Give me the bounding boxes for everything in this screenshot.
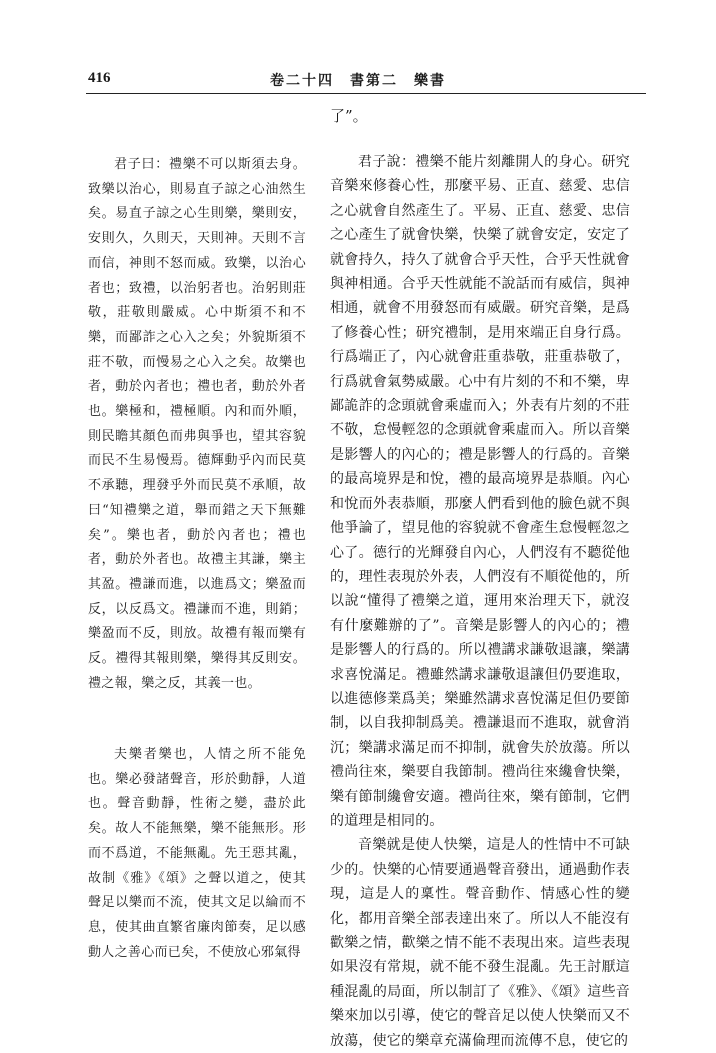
classical-paragraph: 君子曰：禮樂不可以斯須去身。致樂以治心，則易直子諒之心油然生矣。易直子諒之心生則樂，樂則安，安則久，久則天，天則神。天則不言而信，神則不怒而威。致樂，以治心者也；致禮，以治躬者也。治躬則莊敬，莊敬則嚴威。心中斯須不和不樂，而鄙詐之心入之矣；外貌斯須不莊不敬，而慢易之心入之矣。故樂也者，動於內者也；禮也者，動於外者也。樂極和，禮極順。內和而外順，則民瞻其顏色而弗與爭也，望其容貌而民不生易慢焉。德輝動乎內而民莫不承聽，理發乎外而民莫不承順，故曰“知禮樂之道，舉而錯之天下無難矣”。樂也者，動於內者也；禮也者，動於外者也。故禮主其謙，樂主其盈。禮謙而進，以進爲文；樂盈而反，以反爲文。禮謙而不進，則銷；樂盈而不反，則放。故禮有報而樂有反。禮得其報則樂，樂得其反則安。禮之報，樂之反，其義一也。 [88,157,306,691]
running-head: 卷二十四 書第二 樂書 [270,73,446,89]
classical-text-paragraph-2 [88,743,306,965]
translation-column [330,150,630,1053]
classical-paragraph: 夫樂者樂也，人情之所不能免也。樂必發諸聲音，形於動靜，人道也。聲音動靜，性術之變，盡於此矣。故人不能無樂，樂不能無形。形而不爲道，不能無亂。先王惡其亂，故制《雅》《頌》之聲以道之，使其聲足以樂而不流，使其文足以綸而不息，使其曲直繁省廉肉節奏，足以感動人之善心而已矣，不使放心邪氣得 [88,747,306,960]
classical-text-paragraph-1 [88,153,306,696]
page-number: 416 [88,70,111,86]
header-rule [86,93,646,94]
translation-paragraph: 音樂就是使人快樂，這是人的性情中不可缺少的。快樂的心情要通過聲音發出，通過動作表現，這是人的稟性。聲音動作、情感心性的變化，都用音樂全部表達出來了。所以人不能沒有歡樂之情，歡樂之情不能不表現出來。這些表現如果沒有常規，就不能不發生混亂。先王討厭這種混亂的局面，所以制訂了《雅》、《頌》這些音樂來加以引導，使它的聲音足以使人快樂而又不放蕩，使它的樂章充滿倫理而流傳不息，使它的 [330,837,630,1049]
translation-paragraph: 君子說：禮樂不能片刻離開人的身心。研究音樂來修養心性，那麼平易、正直、慈愛、忠信之心就會自然產生了。平易、正直、慈愛、忠信之心產生了就會快樂，快樂了就會安定，安定了就會持久，持久了就會合乎天性，合乎天性就會與神相通。合乎天性就能不說話而有威信，與神相通，就會不用發怒而有威嚴。研究音樂，是爲了修養心性；研究禮制，是用來端正自身行爲。行爲端正了，內心就會莊重恭敬，莊重恭敬了，行爲就會氣勢威嚴。心中有片刻的不和不樂，卑鄙詭詐的念頭就會乘虛而入；外表有片刻的不莊不敬，怠慢輕忽的念頭就會乘虛而入。所以音樂是影響人的內心的；禮是影響人的行爲的。音樂的最高境界是和悅，禮的最高境界是恭順。內心和悅而外表恭順，那麼人們看到他的臉色就不與他爭論了，望見他的容貌就不會產生怠慢輕忽之心了。德行的光輝發自內心，人們沒有不聽從他的，理性表現於外表，人們沒有不順從他的，所以說“懂得了禮樂之道，運用來治理天下，就沒有什麼難辦的了”。音樂是影響人的內心的；禮是影響人的行爲的。所以禮講求謙敬退讓，樂講求喜悅滿足。禮雖然講求謙敬退讓但仍要進取，以進德修業爲美；樂雖然講求喜悅滿足但仍要節制，以自我抑制爲美。禮謙退而不進取，就會消沉；樂講求滿足而不抑制，就會失於放蕩。所以禮尚往來，樂要自我節制。禮尚往來纔會快樂，樂有節制纔會安適。禮尚往來，樂有節制，它們的道理是相同的。 [330,154,630,829]
carry-over-text: 了”。 [330,107,368,125]
